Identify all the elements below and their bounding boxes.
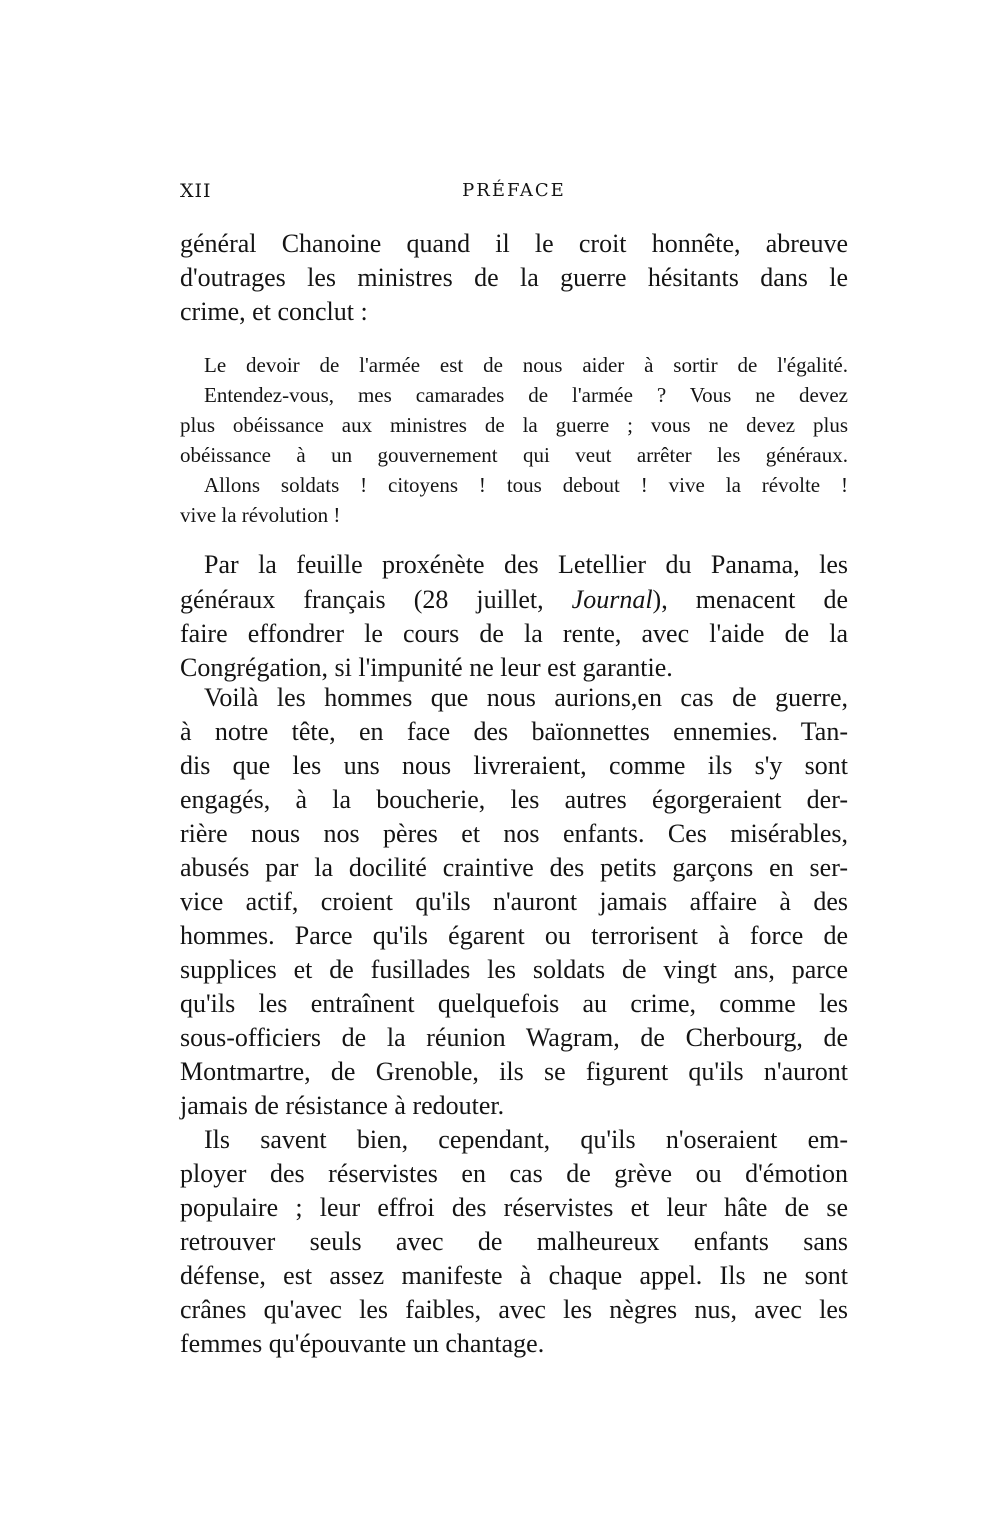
paragraph-line: Ils savent bien, cependant, qu'ils n'oseraient em-	[204, 1125, 848, 1154]
paragraph-line: populaire ; leur effroi des réservistes et leur hâte de se	[180, 1193, 848, 1222]
paragraph-line: vice actif, croient qu'ils n'auront jamais affaire à des	[180, 887, 848, 916]
quote-line: obéissance à un gouvernement qui veut arrêter les généraux.	[180, 443, 848, 467]
paragraph-line: rière nous nos pères et nos enfants. Ces misérables,	[180, 819, 848, 848]
paragraph-line: crânes qu'avec les faibles, avec les nègres nus, avec les	[180, 1295, 848, 1324]
quote-line: vive la révolution !	[180, 503, 341, 527]
paragraph-line: dis que les uns nous livreraient, comme ils s'y sont	[180, 751, 848, 780]
page-header	[180, 180, 848, 210]
paragraph-line: retrouver seuls avec de malheureux enfants sans	[180, 1227, 848, 1256]
paragraph-line: crime, et conclut :	[180, 297, 368, 326]
paragraph-line	[180, 583, 848, 617]
paragraph-line: Par la feuille proxénète des Letellier du Panama, les	[204, 550, 848, 579]
journal-title: Journal	[571, 585, 653, 614]
paragraph-line: Congrégation, si l'impunité ne leur est garantie.	[180, 653, 673, 682]
paragraph-line: général Chanoine quand il le croit honnête, abreuve	[180, 229, 848, 258]
quote-line: Allons soldats ! citoyens ! tous debout ! vive la révolte !	[204, 473, 848, 497]
paragraph-line: ployer des réservistes en cas de grève ou d'émotion	[180, 1159, 848, 1188]
paragraph-line: d'outrages les ministres de la guerre hésitants dans le	[180, 263, 848, 292]
paragraph-line: engagés, à la boucherie, les autres égorgeraient der-	[180, 785, 848, 814]
text-run: généraux français (28 juillet,	[180, 585, 572, 614]
paragraph-line: Voilà les hommes que nous aurions,en cas de guerre,	[204, 683, 848, 712]
paragraph-line: à notre tête, en face des baïonnettes ennemies. Tan-	[180, 717, 848, 746]
paragraph-line: faire effondrer le cours de la rente, avec l'aide de la	[180, 619, 848, 648]
paragraph-line: sous-officiers de la réunion Wagram, de Cherbourg, de	[180, 1023, 848, 1052]
paragraph-line: Montmartre, de Grenoble, ils se figurent qu'ils n'auront	[180, 1057, 848, 1086]
paragraph-line: qu'ils les entraînent quelquefois au crime, comme les	[180, 989, 848, 1018]
paragraph-line: défense, est assez manifeste à chaque appel. Ils ne sont	[180, 1261, 848, 1290]
paragraph-line: abusés par la docilité craintive des petits garçons en ser-	[180, 853, 848, 882]
quote-line: Entendez-vous, mes camarades de l'armée ? Vous ne devez	[204, 383, 848, 407]
quote-line: Le devoir de l'armée est de nous aider à sortir de l'égalité.	[204, 353, 848, 377]
paragraph-line: supplices et de fusillades les soldats de vingt ans, parce	[180, 955, 848, 984]
paragraph-line: hommes. Parce qu'ils égarent ou terrorisent à force de	[180, 921, 848, 950]
paragraph-line: femmes qu'épouvante un chantage.	[180, 1329, 545, 1358]
running-title: PRÉFACE	[462, 180, 566, 201]
paragraph-line: jamais de résistance à redouter.	[180, 1091, 505, 1120]
quote-line: plus obéissance aux ministres de la guerre ; vous ne devez plus	[180, 413, 848, 437]
page-number: XII	[180, 180, 212, 202]
text-run: ), menacent de	[652, 585, 848, 614]
